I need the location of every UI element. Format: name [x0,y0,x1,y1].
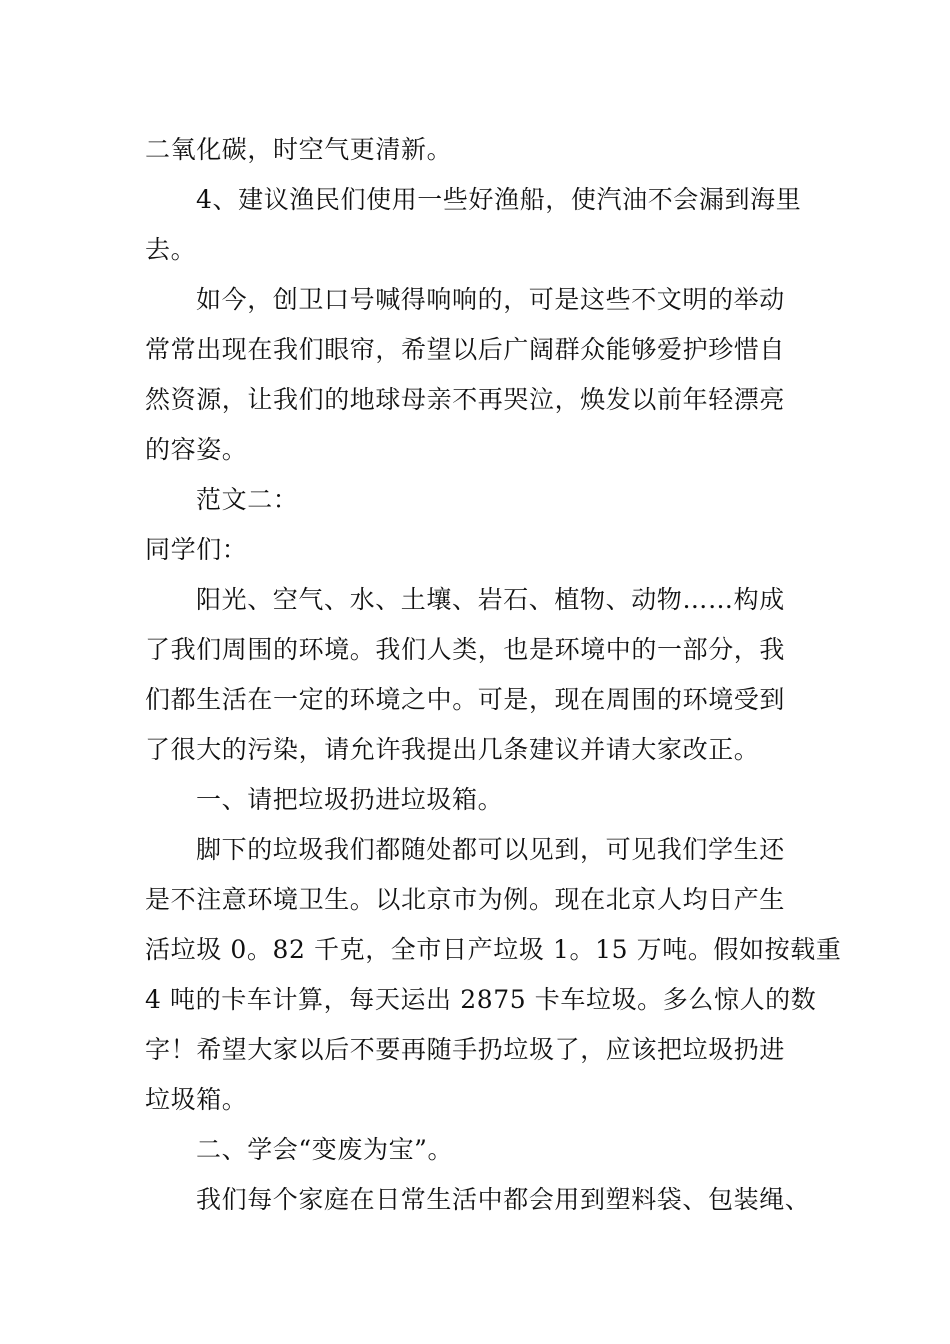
text-line: 阳光、空气、水、土壤、岩石、植物、动物……构成 [196,585,785,614]
text-line: 然资源，让我们的地球母亲不再哭泣，焕发以前年轻漂亮 [145,385,786,414]
text-line: 了我们周围的环境。我们人类，也是环境中的一部分，我 [145,635,786,664]
text-line: 如今，创卫口号喊得响响的，可是这些不文明的举动 [196,285,785,314]
text-line: 去。 [145,235,197,264]
point-heading: 一、请把垃圾扔进垃圾箱。 [196,785,504,814]
point-heading: 二、学会“变废为宝”。 [196,1135,454,1164]
text-line: 我们每个家庭在日常生活中都会用到塑料袋、包装绳、 [196,1185,811,1214]
text-line: 了很大的污染，请允许我提出几条建议并请大家改正。 [145,735,760,764]
text-line: 是不注意环境卫生。以北京市为例。现在北京人均日产生 [145,885,786,914]
text-line: 垃圾箱。 [145,1085,248,1114]
text-line: 字！希望大家以后不要再随手扔垃圾了，应该把垃圾扔进 [145,1035,786,1064]
text-line: 们都生活在一定的环境之中。可是，现在周围的环境受到 [145,685,786,714]
salutation: 同学们： [145,535,248,564]
text-line: 常常出现在我们眼帘，希望以后广阔群众能够爱护珍惜自 [145,335,786,364]
text-line: 活垃圾 0。82 千克，全市日产垃圾 1。15 万吨。假如按载重 [145,935,842,964]
text-line: 脚下的垃圾我们都随处都可以见到，可见我们学生还 [196,835,785,864]
text-line: 的容姿。 [145,435,248,464]
text-line: 4 吨的卡车计算，每天运出 2875 卡车垃圾。多么惊人的数 [145,985,817,1014]
text-line: 二氧化碳，时空气更清新。 [145,135,453,164]
section-heading: 范文二： [196,485,299,514]
text-line: 4、建议渔民们使用一些好渔船，使汽油不会漏到海里 [196,185,802,214]
